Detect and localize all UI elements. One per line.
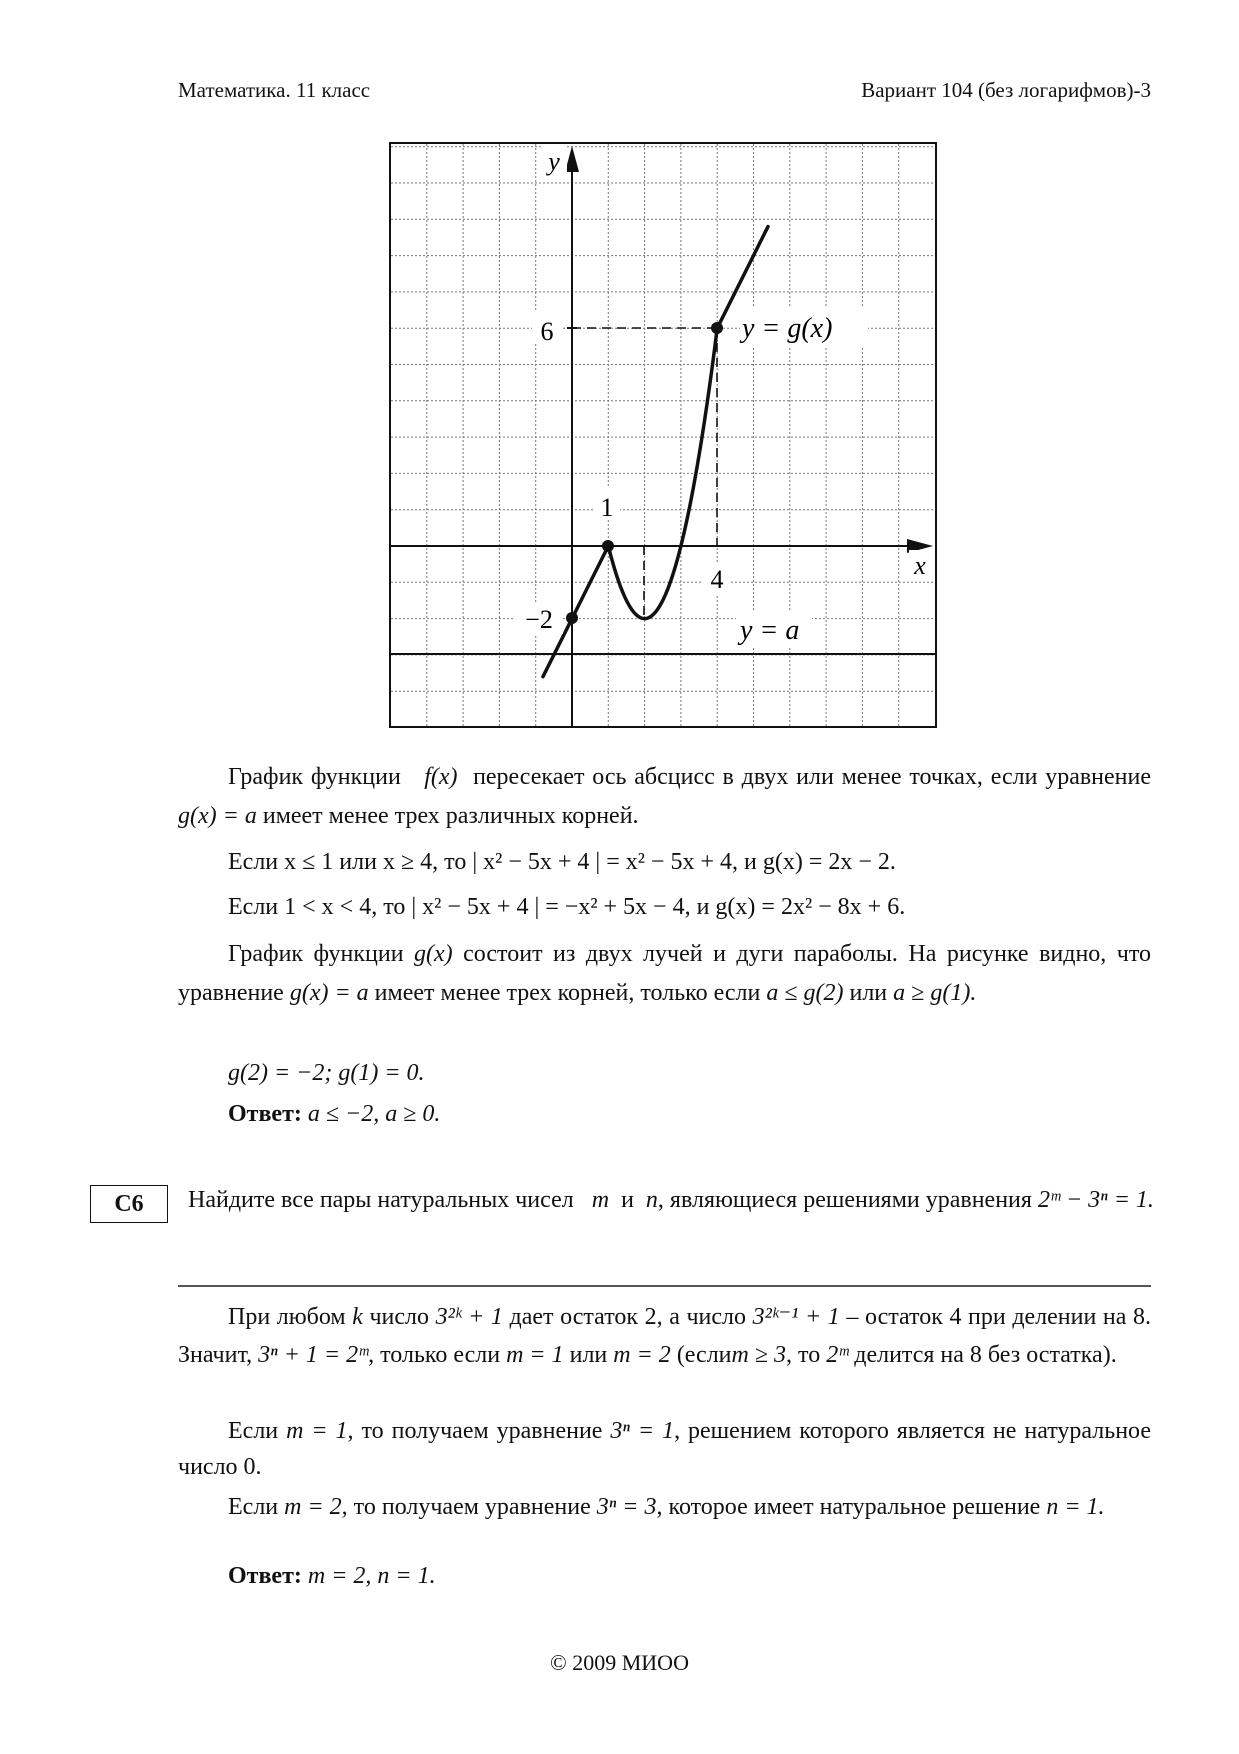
label-4: 4	[710, 565, 724, 594]
curve-g	[540, 227, 768, 677]
formula-g-eq-a: g(x) = a	[178, 803, 257, 829]
formula-f: f(x)	[424, 764, 458, 790]
y-axis-label: y	[548, 147, 560, 176]
answer-value: a ≤ −2, a ≥ 0.	[307, 1101, 441, 1127]
footer-copyright: © 2009 МИОО	[550, 1650, 689, 1675]
paragraph-graph-analysis: График функции g(x) состоит из двух лучей и дуги параболы. На рисунке видно, что уравнение g(x) = a имеет менее трех корней, только если a ≤ g(2) или a ≥ g(1).	[178, 941, 1152, 1006]
function-graph	[389, 142, 937, 728]
graph-frame	[390, 143, 936, 727]
header-variant: Вариант 104 (без логарифмов)-3	[861, 78, 1151, 102]
label-1: 1	[600, 493, 614, 522]
curve-label: y = g(x)	[742, 313, 833, 344]
task-c6-text: Найдите все пары натуральных чисел m и n, являющиеся решениями уравнения 2ᵐ − 3ⁿ = 1.	[188, 1187, 1154, 1213]
answer-c6	[228, 1563, 436, 1590]
answer-c5	[228, 1101, 440, 1128]
paragraph-intro: График функции f(x) пересекает ось абсцисс в двух или менее точках, если уравнение g(x) = a имеет менее трех различных корней.	[178, 764, 1152, 829]
label-6: 6	[540, 317, 554, 346]
point-1-0	[602, 540, 614, 552]
answer-value: m = 2, n = 1.	[307, 1563, 436, 1589]
answer-label: Ответ:	[228, 1563, 302, 1589]
line-a-label: y = a	[740, 615, 800, 646]
label-minus2: −2	[525, 605, 553, 634]
grid-lines	[391, 144, 935, 726]
case-inside: Если 1 < x < 4, то | x² − 5x + 4 | = −x² + 5x − 4, и g(x) = 2x² − 8x + 6.	[228, 894, 906, 920]
point-0-m2	[566, 612, 578, 624]
divider	[178, 1285, 1151, 1287]
values-g: g(2) = −2; g(1) = 0.	[228, 1060, 425, 1086]
task-label-c6: С6	[90, 1185, 168, 1223]
x-axis-label: x	[914, 551, 926, 580]
y-axis-arrow	[565, 146, 579, 172]
header-subject: Математика. 11 класс	[178, 78, 371, 102]
answer-label: Ответ:	[228, 1101, 302, 1127]
paragraph-c6-solution: При любом k число 3²ᵏ + 1 дает остаток 2, а число 3²ᵏ⁻¹ + 1 – остаток 4 при делении на 8. Значит, 3ⁿ + 1 = 2ᵐ, только если m = 1 или m = 2 (еслиm ≥ 3, то 2ᵐ делится на 8 без остатка).	[178, 1304, 1152, 1368]
point-4-6	[711, 322, 723, 334]
paragraph-case-m2: Если m = 2, то получаем уравнение 3ⁿ = 3, которое имеет натуральное решение n = 1.	[228, 1494, 1105, 1520]
case-outside: Если x ≤ 1 или x ≥ 4, то | x² − 5x + 4 | = x² − 5x + 4, и g(x) = 2x − 2.	[228, 849, 896, 875]
paragraph-case-m1: Если m = 1, то получаем уравнение 3ⁿ = 1, решением которого является не натуральное число 0.	[178, 1418, 1152, 1480]
